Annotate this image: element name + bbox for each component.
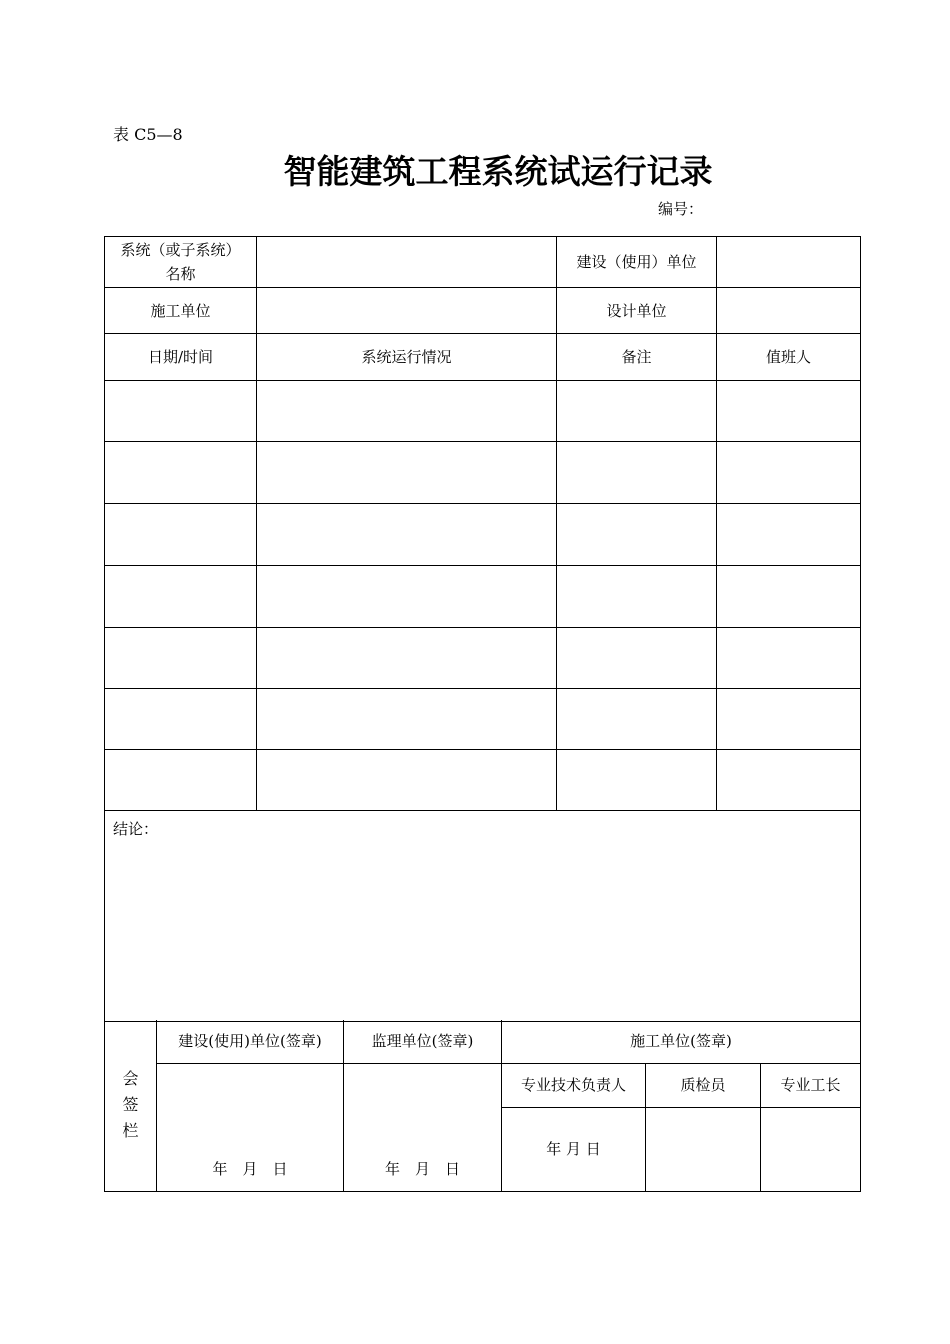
form-id: 表 C5—8 [113,125,183,144]
signoff-label-char: 栏 [122,1121,139,1141]
tech-lead-label: 专业技术负责人 [502,1063,646,1107]
duty-cell[interactable] [717,442,861,504]
table-row [105,442,861,504]
system-name-label-line1: 系统（或子系统） [120,241,241,259]
construction-unit-label: 施工单位 [105,288,257,334]
duty-cell[interactable] [717,381,861,442]
conclusion-label: 结论： [113,820,159,838]
page-title: 智能建筑工程系统试运行记录 [283,152,713,191]
design-unit-label: 设计单位 [557,288,717,334]
qc-label: 质检员 [646,1063,761,1107]
number-label: 编号： [658,200,704,218]
signoff-table [104,1020,861,1192]
conclusion-cell[interactable] [105,811,861,1022]
signoff-label-char: 签 [122,1095,139,1115]
operation-cell[interactable] [257,566,557,628]
qc-sign-area[interactable] [646,1107,761,1191]
system-name-field[interactable] [257,237,557,288]
remarks-cell[interactable] [557,504,717,566]
duty-cell[interactable] [717,504,861,566]
col-header-duty: 值班人 [717,334,861,381]
design-unit-field[interactable] [717,288,861,334]
operation-cell[interactable] [257,381,557,442]
duty-cell[interactable] [717,689,861,750]
supervisor-sign-label: 监理单位(签章) [344,1020,502,1063]
table-row [105,381,861,442]
system-name-label [105,237,257,288]
supervisor-sign-date: 年 月 日 [384,1159,460,1178]
system-name-label-line2: 名称 [165,265,196,283]
owner-unit-field[interactable] [717,237,861,288]
table-row [105,566,861,628]
datetime-cell[interactable] [105,689,257,750]
foreman-label: 专业工长 [761,1063,861,1107]
operation-cell[interactable] [257,504,557,566]
owner-sign-date: 年 月 日 [212,1159,288,1178]
table-row [105,750,861,811]
col-header-datetime: 日期/时间 [105,334,257,381]
remarks-cell[interactable] [557,442,717,504]
datetime-cell[interactable] [105,504,257,566]
owner-unit-label: 建设（使用）单位 [557,237,717,288]
table-row [105,689,861,750]
operation-cell[interactable] [257,689,557,750]
contractor-sign-date: 年 月 日 [546,1140,601,1158]
remarks-cell[interactable] [557,750,717,811]
operation-cell[interactable] [257,628,557,689]
remarks-cell[interactable] [557,689,717,750]
remarks-cell[interactable] [557,628,717,689]
remarks-cell[interactable] [557,566,717,628]
contractor-sign-label: 施工单位(签章) [502,1020,861,1063]
operation-cell[interactable] [257,442,557,504]
datetime-cell[interactable] [105,442,257,504]
datetime-cell[interactable] [105,381,257,442]
supervisor-sign-area[interactable] [344,1063,502,1191]
signoff-section-label [105,1020,157,1191]
remarks-cell[interactable] [557,381,717,442]
record-table [104,236,861,1022]
owner-sign-area[interactable] [157,1063,344,1191]
operation-cell[interactable] [257,750,557,811]
duty-cell[interactable] [717,566,861,628]
signoff-label-char: 会 [122,1069,139,1089]
table-row [105,628,861,689]
duty-cell[interactable] [717,628,861,689]
col-header-operation: 系统运行情况 [257,334,557,381]
duty-cell[interactable] [717,750,861,811]
datetime-cell[interactable] [105,628,257,689]
construction-unit-field[interactable] [257,288,557,334]
tech-lead-sign-area[interactable] [502,1107,646,1191]
table-row [105,504,861,566]
col-header-remarks: 备注 [557,334,717,381]
foreman-sign-area[interactable] [761,1107,861,1191]
owner-sign-label: 建设(使用)单位(签章) [157,1020,344,1063]
datetime-cell[interactable] [105,750,257,811]
datetime-cell[interactable] [105,566,257,628]
